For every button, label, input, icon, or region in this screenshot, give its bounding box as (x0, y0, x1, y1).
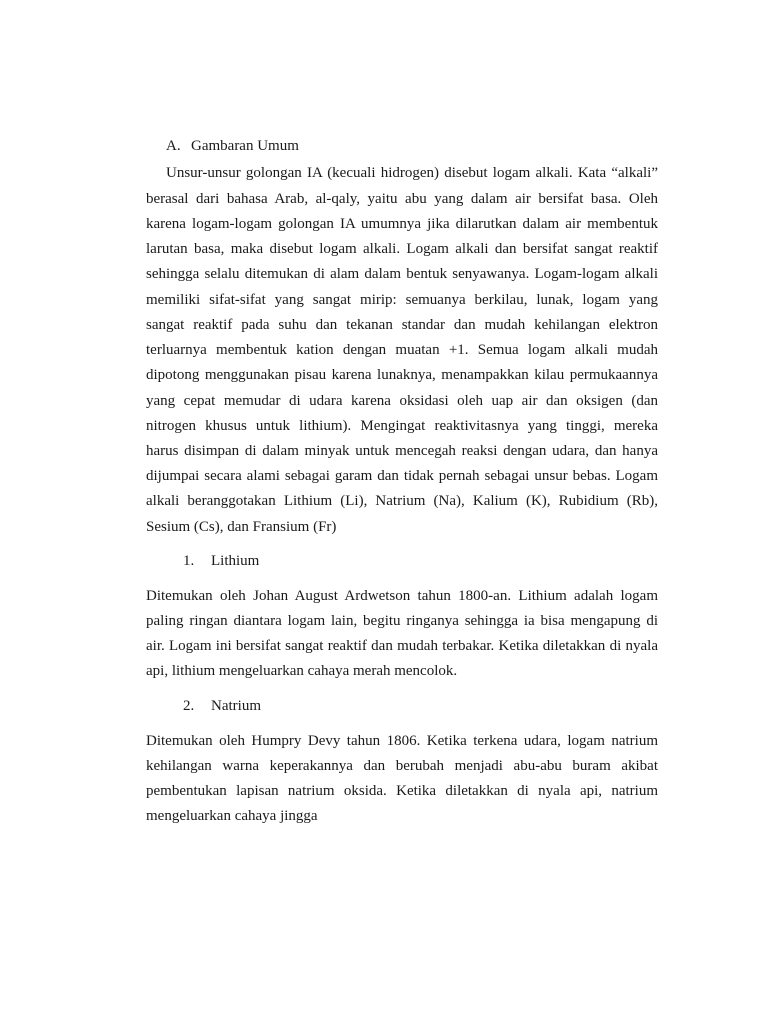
paragraph-line: Ditemukan oleh Johan August Ardwetson tahun 1800-an. Lithium adalah logam (146, 588, 658, 604)
paragraph-line: Sesium (Cs), dan Fransium (Fr) (146, 519, 337, 535)
paragraph-line: larutan basa, maka disebut logam alkali. Logam alkali dan bersifat sangat reaktif (146, 241, 658, 257)
paragraph-line: api, lithium mengeluarkan cahaya merah mencolok. (146, 663, 458, 679)
paragraph-line: sangat reaktif pada suhu dan tekanan standar dan mudah kehilangan elektron (146, 317, 658, 333)
paragraph-line: alkali beranggotakan Lithium (Li), Natrium (Na), Kalium (K), Rubidium (Rb), (146, 493, 658, 509)
paragraph-line: karena logam-logam golongan IA umumnya jika dilarutkan dalam air membentuk (146, 216, 658, 232)
item-2-title: Natrium (211, 698, 261, 714)
paragraph-line: pembentukan lapisan natrium oksida. Ketika diletakkan di nyala api, natrium (146, 783, 658, 799)
item-1-title: Lithium (211, 553, 260, 569)
paragraph-line: harus disimpan di dalam minyak untuk mencegah reaksi dengan udara, dan hanya (146, 443, 658, 459)
section-a-heading (166, 137, 299, 155)
item-2-heading (183, 697, 261, 715)
paragraph-line: yang cepat memudar di udara karena oksidasi oleh uap air dan oksigen (dan (146, 393, 658, 409)
item-2-marker: 2. (183, 698, 195, 714)
section-a-marker: A. (166, 138, 181, 154)
paragraph-line: terluarnya membentuk kation dengan muatan +1. Semua logam alkali mudah (146, 342, 658, 358)
paragraph-line: mengeluarkan cahaya jingga (146, 808, 318, 824)
paragraph-line: Ditemukan oleh Humpry Devy tahun 1806. Ketika terkena udara, logam natrium (146, 733, 658, 749)
item-1-marker: 1. (183, 553, 195, 569)
paragraph-line: nitrogen khusus untuk lithium). Mengingat reaktivitasnya yang tinggi, mereka (146, 418, 658, 434)
paragraph-line: air. Logam ini bersifat sangat reaktif dan mudah terbakar. Ketika diletakkan di nyala (146, 638, 658, 654)
paragraph-line: berasal dari bahasa Arab, al-qaly, yaitu abu yang dalam air bersifat basa. Oleh (146, 191, 658, 207)
paragraph-line: sehingga selalu ditemukan di alam dalam bentuk senyawanya. Logam-logam alkali (146, 266, 658, 282)
paragraph-line: dijumpai secara alami sebagai garam dan tidak pernah sebagai unsur bebas. Logam (146, 468, 658, 484)
paragraph-line: paling ringan diantara logam lain, begitu ringanya sehingga ia bisa mengapung di (146, 613, 658, 629)
paragraph-line: Unsur-unsur golongan IA (kecuali hidrogen) disebut logam alkali. Kata “alkali” (166, 165, 658, 181)
paragraph-line: kehilangan warna keperakannya dan berubah menjadi abu-abu buram akibat (146, 758, 658, 774)
paragraph-line: memiliki sifat-sifat yang sangat mirip: semuanya berkilau, lunak, logam yang (146, 292, 658, 308)
paragraph-line: dipotong menggunakan pisau karena lunaknya, menampakkan kilau permukaannya (146, 367, 658, 383)
item-1-heading (183, 552, 259, 570)
section-a-title: Gambaran Umum (191, 138, 299, 154)
